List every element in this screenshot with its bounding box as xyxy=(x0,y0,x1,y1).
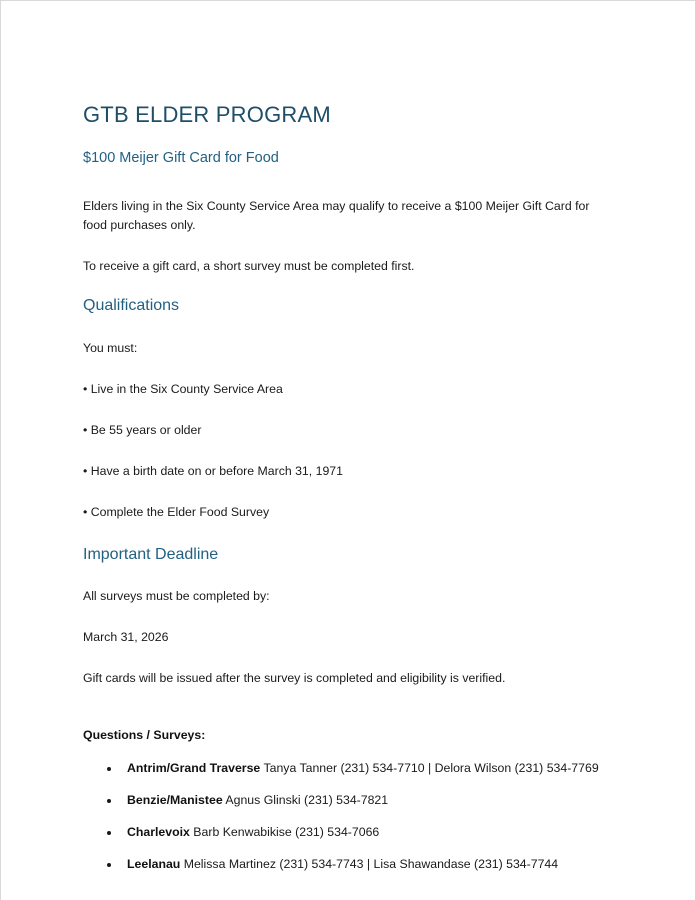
contacts-section xyxy=(83,726,603,874)
page-title: GTB ELDER PROGRAM xyxy=(83,102,331,127)
contact-detail: Agnus Glinski (231) 534-7821 xyxy=(222,792,389,807)
qualification-item: • Have a birth date on or before March 31, 1971 xyxy=(83,464,343,479)
deadline-intro: All surveys must be completed by: xyxy=(83,589,270,604)
survey-note-paragraph: To receive a gift card, a short survey must be completed first. xyxy=(83,259,415,274)
contact-county: Benzie/Manistee xyxy=(127,792,223,807)
contacts-list xyxy=(83,759,603,875)
deadline-note: Gift cards will be issued after the survey is completed and eligibility is verified. xyxy=(83,671,506,686)
qualification-item: • Live in the Six County Service Area xyxy=(83,382,283,397)
contact-detail: Melissa Martinez (231) 534-7743 | Lisa Shawandase (231) 534-7744 xyxy=(180,856,559,871)
contact-county: Antrim/Grand Traverse xyxy=(127,760,261,775)
contact-county: Leelanau xyxy=(127,856,181,871)
contact-detail: Barb Kenwabikise (231) 534-7066 xyxy=(189,824,380,839)
contacts-heading: Questions / Surveys: xyxy=(83,728,206,743)
document-content xyxy=(83,101,603,875)
page-subtitle: $100 Meijer Gift Card for Food xyxy=(83,149,279,166)
intro-paragraph: Elders living in the Six County Service Area may qualify to receive a $100 Meijer Gift Card for food purchases only. xyxy=(83,199,590,233)
qualifications-intro: You must: xyxy=(83,341,138,356)
list-item xyxy=(121,791,603,811)
deadline-date: March 31, 2026 xyxy=(83,630,169,645)
deadline-heading: Important Deadline xyxy=(83,545,219,563)
contact-county: Charlevoix xyxy=(127,824,190,839)
list-item xyxy=(121,855,603,875)
qualification-item: • Be 55 years or older xyxy=(83,423,202,438)
list-item xyxy=(121,759,603,779)
contact-detail: Tanya Tanner (231) 534-7710 | Delora Wilson (231) 534-7769 xyxy=(260,760,599,775)
qualifications-heading: Qualifications xyxy=(83,297,180,315)
qualification-item: • Complete the Elder Food Survey xyxy=(83,505,270,520)
list-item xyxy=(121,823,603,843)
